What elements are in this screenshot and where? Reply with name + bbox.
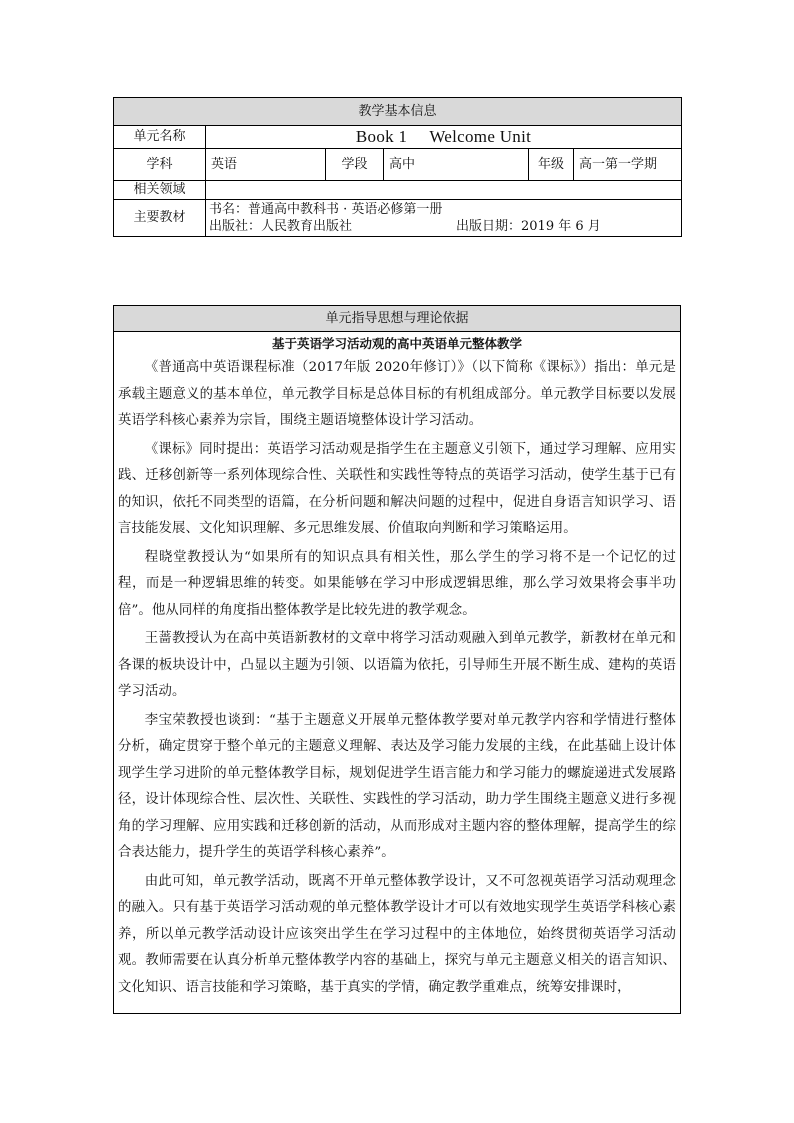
field-value [206, 181, 682, 200]
textbook-row [114, 200, 682, 237]
publish-date: 出版日期：2019 年 6 月 [456, 219, 601, 234]
unit-title: Welcome Unit [429, 127, 532, 146]
stage-value: 高中 [384, 149, 529, 181]
unit-name-value [206, 126, 682, 149]
guiding-theory-header-row [114, 306, 681, 332]
guiding-theory-table [113, 305, 681, 1014]
textbook-publisher-line [209, 218, 681, 235]
paragraph-6: 由此可知，单元教学活动，既离不开单元整体教学设计，又不可忽视英语学习活动观理念的融入。只有基于英语学习活动观的单元整体教学设计才可以有效地实现学生英语学科核心素养，所以单元教学活动设计应该突出学生在学习过程中的主体地位，始终贯彻英语学习活动观。教师需要在认真分析单元整体教学内容的基础上，探究与单元主题意义相关的语言知识、文化知识、语言技能和学习策略，基于真实的学情，确定教学重难点，统筹安排课时， [118, 873, 676, 995]
paragraph-1: 《普通高中英语课程标准（2017年版 2020年修订）》（以下简称《课标》）指出：单元是承载主题意义的基本单位，单元教学目标是总体目标的有机组成部分。单元教学目标要以发展英语学科核心素养为宗旨，围绕主题语境整体设计学习活动。 [118, 360, 676, 428]
paragraph-3: 程晓堂教授认为“如果所有的知识点具有相关性，那么学生的学习将不是一个记忆的过程，而是一种逻辑思维的转变。如果能够在学习中形成逻辑思维，那么学习效果将会事半功倍”。他从同样的角度指出整体教学是比较先进的教学观念。 [118, 549, 676, 618]
textbook-label: 主要教材 [114, 200, 206, 237]
guiding-theory-body-row [114, 332, 681, 1014]
subject-label: 学科 [114, 149, 206, 181]
stage-label: 学段 [326, 149, 384, 181]
basic-info-header-row [114, 98, 682, 126]
publisher: 出版社：人民教育出版社 [209, 219, 353, 234]
grade-value: 高一第一学期 [574, 149, 682, 181]
guiding-theory-body [114, 332, 681, 1014]
basic-info-header: 教学基本信息 [114, 98, 682, 126]
field-row [114, 181, 682, 200]
field-label: 相关领域 [114, 181, 206, 200]
guiding-theory-header: 单元指导思想与理论依据 [114, 306, 681, 332]
paragraph-4: 王蔷教授认为在高中英语新教材的文章中将学习活动观融入到单元教学，新教材在单元和各课的板块设计中，凸显以主题为引领、以语篇为依托，引导师生开展不断生成、建构的英语学习活动。 [118, 631, 676, 699]
unit-name-row [114, 126, 682, 149]
grade-label: 年级 [529, 149, 574, 181]
textbook-value [206, 200, 682, 237]
subject-row [114, 149, 682, 181]
basic-info-table [113, 97, 682, 237]
guiding-theory-subtitle: 基于英语学习活动观的高中英语单元整体教学 [271, 336, 522, 351]
unit-name-label: 单元名称 [114, 126, 206, 149]
subject-value: 英语 [206, 149, 326, 181]
paragraph-2: 《课标》同时提出：英语学习活动观是指学生在主题意义引领下，通过学习理解、应用实践、迁移创新等一系列体现综合性、关联性和实践性等特点的英语学习活动，使学生基于已有的知识，依托不同类型的语篇，在分析问题和解决问题的过程中，促进自身语言知识学习、语言技能发展、文化知识理解、多元思维发展、价值取向判断和学习策略运用。 [118, 441, 676, 536]
textbook-title: 书名：普通高中教科书 · 英语必修第一册 [209, 202, 443, 217]
paragraph-5: 李宝荣教授也谈到：“基于主题意义开展单元整体教学要对单元教学内容和学情进行整体分析，确定贯穿于整个单元的主题意义理解、表达及学习能力发展的主线，在此基础上设计体现学生学习进阶的单元整体教学目标，规划促进学生语言能力和学习能力的螺旋递进式发展路径，设计体现综合性、层次性、关联性、实践性的学习活动，助力学生围绕主题意义进行多视角的学习理解、应用实践和迁移创新的活动，从而形成对主题内容的整体理解，提高学生的综合表达能力，提升学生的英语学科核心素养”。 [118, 712, 676, 860]
unit-book: Book 1 [355, 127, 408, 146]
